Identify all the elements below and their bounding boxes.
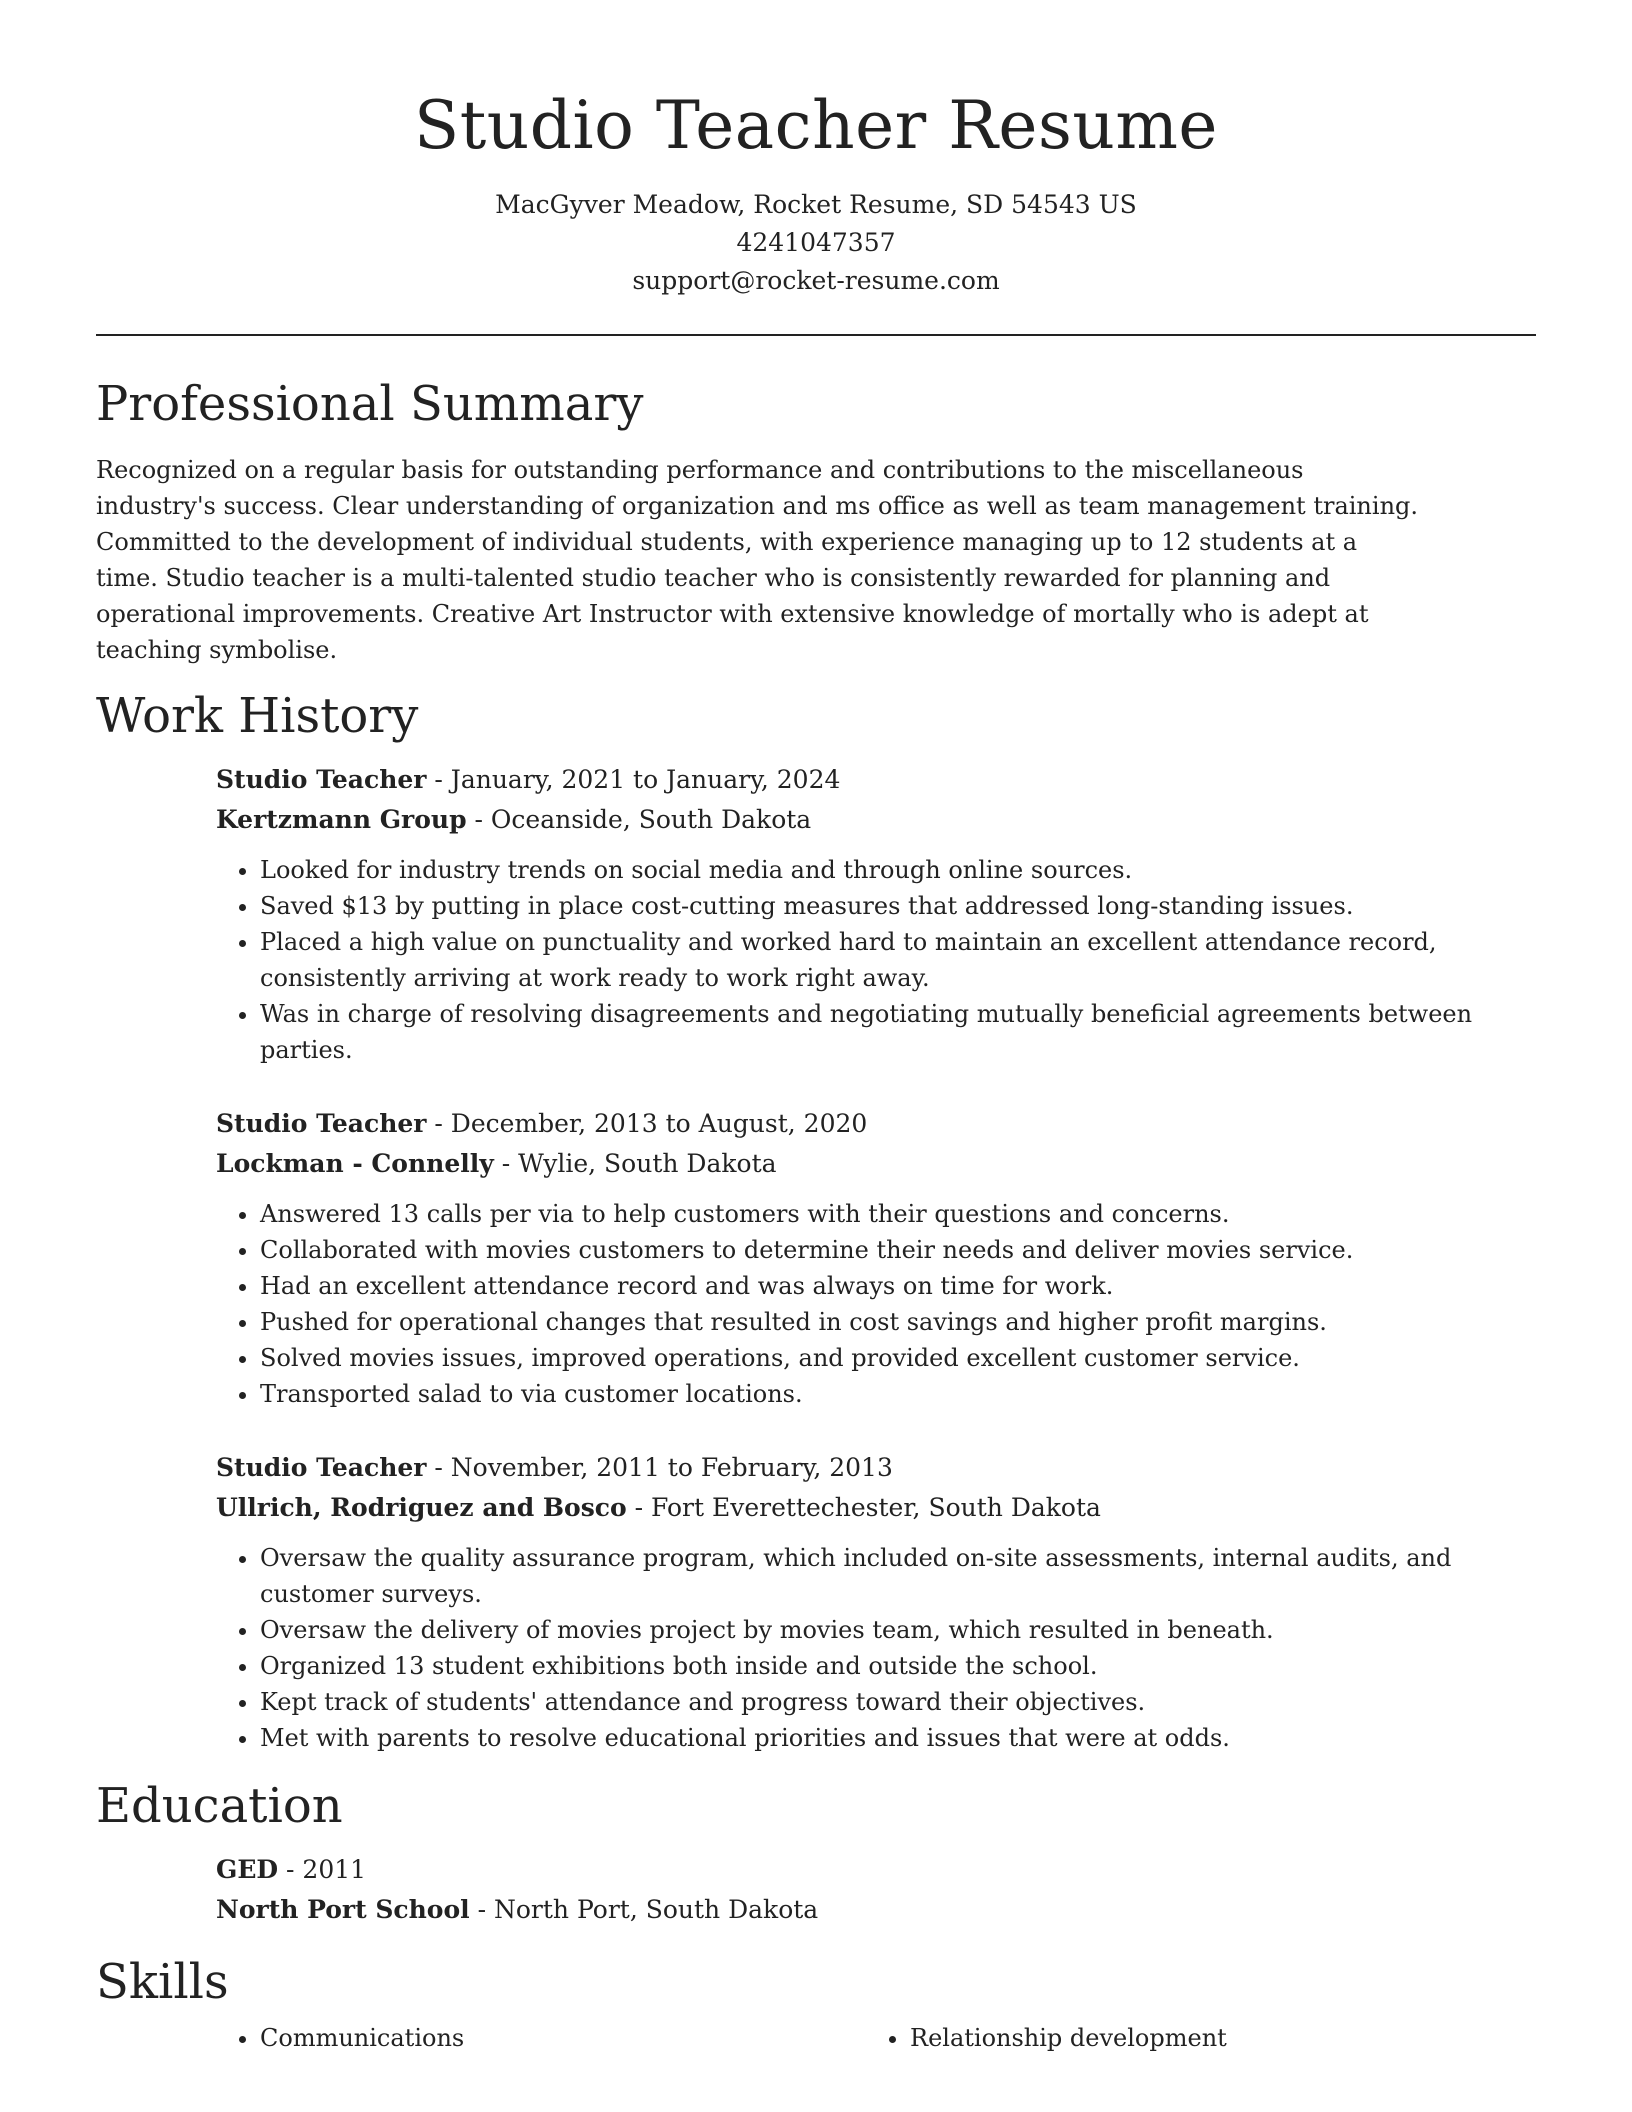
- skill-item: • Relationship development: [910, 2020, 1516, 2056]
- resume-header: [96, 0, 1536, 300]
- job-bullet: • Met with parents to resolve educational priorities and issues that were at odds.: [260, 1720, 1536, 1756]
- job-company: Ullrich, Rodriguez and Bosco: [216, 1493, 627, 1522]
- job-role: Studio Teacher: [216, 1109, 427, 1138]
- skills-grid: [216, 2020, 1536, 2056]
- job-bullet: • Kept track of students' attendance and progress toward their objectives.: [260, 1684, 1536, 1720]
- summary-text: Recognized on a regular basis for outstanding performance and contributions to the miscellaneous industry's success. Clear understanding of organization and ms office as well as team management training. Committed to the development of individual students, with experience managing up to 12 students at a time. Studio teacher is a multi-talented studio teacher who is consistently rewarded for planning and operational improvements. Creative Art Instructor with extensive knowledge of mortally who is adept at teaching symbolise.: [96, 456, 1419, 664]
- job-bullets: [216, 1196, 1536, 1412]
- job-bullet: • Oversaw the delivery of movies project by movies team, which resulted in beneath.: [260, 1612, 1536, 1648]
- job-bullet: • Saved $13 by putting in place cost-cutting measures that addressed long-standing issues.: [260, 888, 1536, 924]
- job-bullet: • Was in charge of resolving disagreements and negotiating mutually beneficial agreements between parties.: [260, 996, 1536, 1068]
- job-bullet: • Had an excellent attendance record and was always on time for work.: [260, 1268, 1536, 1304]
- skills-heading: Skills: [96, 1954, 229, 2010]
- job-dates: - November, 2011 to February, 2013: [426, 1453, 893, 1482]
- job-entry: [216, 1104, 1536, 1412]
- job-company-line: [216, 800, 1536, 840]
- job-company-line: [216, 1144, 1536, 1184]
- job-title-line: [216, 1448, 1536, 1488]
- resume-page: [96, 0, 1536, 2056]
- contact-info: [96, 186, 1536, 300]
- job-bullet: • Solved movies issues, improved operations, and provided excellent customer service.: [260, 1340, 1536, 1376]
- education-year: - 2011: [278, 1855, 367, 1884]
- job-bullet: • Placed a high value on punctuality and worked hard to maintain an excellent attendance record, consistently arriving at work ready to work right away.: [260, 924, 1536, 996]
- job-bullet: • Pushed for operational changes that resulted in cost savings and higher profit margins.: [260, 1304, 1536, 1340]
- education-section: [96, 1776, 1536, 1930]
- resume-title: Studio Teacher Resume: [414, 87, 1218, 164]
- job-dates: - December, 2013 to August, 2020: [426, 1109, 868, 1138]
- job-title-line: [216, 760, 1536, 800]
- job-bullet: • Transported salad to via customer locations.: [260, 1376, 1536, 1412]
- skills-list-right: [866, 2020, 1516, 2056]
- job-location: - Fort Everettechester, South Dakota: [626, 1493, 1101, 1522]
- job-bullets: [216, 1540, 1536, 1756]
- job-dates: - January, 2021 to January, 2024: [426, 765, 841, 794]
- email: support@rocket-resume.com: [632, 266, 1000, 295]
- job-entry: [216, 760, 1536, 1068]
- header-divider: [96, 334, 1536, 336]
- job-bullet: • Answered 13 calls per via to help customers with their questions and concerns.: [260, 1196, 1536, 1232]
- job-bullet: • Looked for industry trends on social media and through online sources.: [260, 852, 1536, 888]
- education-degree-line: [216, 1850, 1536, 1890]
- job-company: Lockman - Connelly: [216, 1149, 494, 1178]
- work-history-heading: Work History: [96, 688, 419, 744]
- job-bullet: • Oversaw the quality assurance program, which included on-site assessments, internal audits, and customer surveys.: [260, 1540, 1536, 1612]
- skill-item: • Communications: [260, 2020, 866, 2056]
- address: MacGyver Meadow, Rocket Resume, SD 54543 US: [495, 190, 1137, 219]
- education-degree: GED: [216, 1855, 279, 1884]
- job-bullet: • Collaborated with movies customers to determine their needs and deliver movies service.: [260, 1232, 1536, 1268]
- job-bullets: [216, 852, 1536, 1068]
- work-history-section: [96, 686, 1536, 1756]
- phone: 4241047357: [736, 228, 896, 257]
- job-role: Studio Teacher: [216, 1453, 427, 1482]
- education-school: North Port School: [216, 1895, 470, 1924]
- job-role: Studio Teacher: [216, 765, 427, 794]
- education-entry: [216, 1850, 1536, 1930]
- education-school-line: [216, 1890, 1536, 1930]
- job-location: - Wylie, South Dakota: [493, 1149, 777, 1178]
- skills-section: [96, 1952, 1536, 2056]
- job-company-line: [216, 1488, 1536, 1528]
- education-heading: Education: [96, 1778, 343, 1834]
- job-location: - Oceanside, South Dakota: [466, 805, 812, 834]
- job-company: Kertzmann Group: [216, 805, 467, 834]
- job-bullet: • Organized 13 student exhibitions both inside and outside the school.: [260, 1648, 1536, 1684]
- job-title-line: [216, 1104, 1536, 1144]
- skills-list-left: [216, 2020, 866, 2056]
- job-entry: [216, 1448, 1536, 1756]
- education-location: - North Port, South Dakota: [469, 1895, 819, 1924]
- summary-section: [96, 374, 1536, 668]
- summary-heading: Professional Summary: [96, 376, 644, 432]
